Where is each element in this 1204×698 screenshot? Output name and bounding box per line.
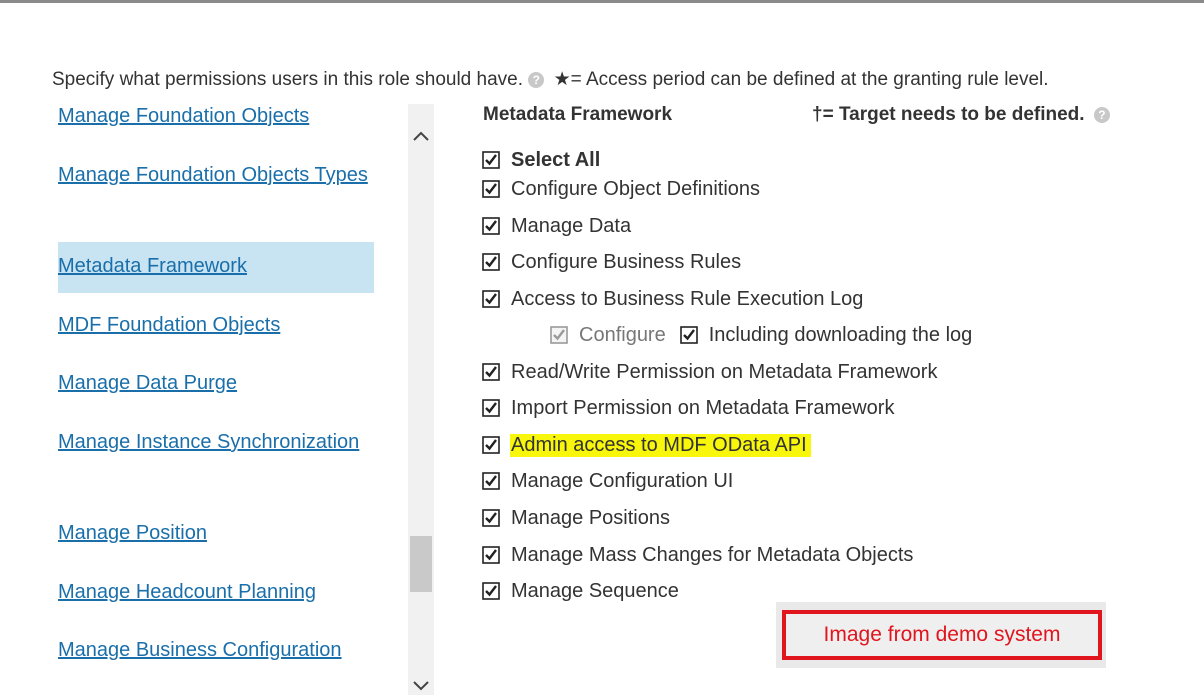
perm-label: Configure Object Definitions <box>511 177 761 200</box>
nav-link[interactable]: Manage Data Purge <box>58 372 238 394</box>
perm-label: Manage Positions <box>511 506 670 529</box>
top-divider <box>0 0 1204 3</box>
perm-configure-object-definitions[interactable] <box>482 176 760 202</box>
perm-label: Import Permission on Metadata Framework <box>511 396 895 419</box>
left-list-scrollbar[interactable] <box>408 104 434 695</box>
nav-link[interactable]: Manage Headcount Planning <box>58 581 316 603</box>
checkbox-checked-icon[interactable] <box>482 546 500 564</box>
perm-sub-options <box>550 322 972 348</box>
section-title: Metadata Framework <box>483 104 673 125</box>
perm-manage-sequence[interactable] <box>482 578 679 604</box>
demo-annotation-text: Image from demo system <box>823 623 1061 646</box>
perm-admin-access-mdf-odata-api[interactable] <box>482 432 811 458</box>
nav-link[interactable]: Manage Foundation Objects Types <box>58 164 368 186</box>
perm-read-write-metadata-framework[interactable] <box>482 359 937 385</box>
scroll-up-button[interactable] <box>408 124 434 148</box>
chevron-up-icon <box>412 130 430 142</box>
checkbox-checked-icon[interactable] <box>482 436 500 454</box>
scroll-thumb[interactable] <box>410 536 432 592</box>
checkbox-checked-icon[interactable] <box>482 217 500 235</box>
demo-annotation <box>776 602 1106 668</box>
perm-label: Manage Mass Changes for Metadata Objects <box>511 543 914 566</box>
perm-label-highlighted: Admin access to MDF OData API <box>510 434 811 457</box>
nav-item-manage-instance-synchronization[interactable] <box>58 426 374 459</box>
perm-configure-business-rules[interactable] <box>482 249 741 275</box>
perm-configure-label: Configure <box>579 323 666 346</box>
perm-label: Access to Business Rule Execution Log <box>511 287 864 310</box>
nav-item-manage-position[interactable] <box>58 517 374 550</box>
intro-description: Specify what permissions users in this role should have. <box>52 69 524 90</box>
nav-link[interactable]: Manage Business Configuration <box>58 639 342 661</box>
nav-link[interactable]: Metadata Framework <box>58 255 247 277</box>
perm-label: Manage Configuration UI <box>511 469 734 492</box>
perm-manage-data[interactable] <box>482 213 631 239</box>
checkbox-checked-icon[interactable] <box>482 509 500 527</box>
perm-access-business-rule-execution-log[interactable] <box>482 286 863 312</box>
checkbox-checked-icon[interactable] <box>482 472 500 490</box>
help-icon[interactable]: ? <box>528 72 544 88</box>
nav-item-manage-data-purge[interactable] <box>58 367 374 400</box>
perm-label: Manage Data <box>511 214 632 237</box>
target-note <box>812 104 1110 126</box>
nav-item-metadata-framework[interactable] <box>58 242 374 293</box>
nav-link[interactable]: Manage Position <box>58 522 207 544</box>
permission-category-list <box>58 100 374 695</box>
chevron-down-icon <box>412 680 430 692</box>
checkbox-checked-icon[interactable] <box>482 582 500 600</box>
checkbox-checked-icon[interactable] <box>482 290 500 308</box>
nav-link[interactable]: Manage Instance Synchronization <box>58 431 360 453</box>
perm-manage-configuration-ui[interactable] <box>482 468 733 494</box>
perm-manage-mass-changes[interactable] <box>482 542 913 568</box>
checkbox-checked-icon[interactable] <box>482 399 500 417</box>
perm-label: Manage Sequence <box>511 579 679 602</box>
nav-item-manage-business-configuration[interactable] <box>58 634 374 667</box>
perm-manage-positions[interactable] <box>482 505 670 531</box>
perm-label: Select All <box>511 148 601 171</box>
perm-label: Configure Business Rules <box>511 250 742 273</box>
checkbox-checked-icon[interactable] <box>482 363 500 381</box>
help-icon[interactable]: ? <box>1094 107 1110 123</box>
scroll-down-button[interactable] <box>408 674 434 698</box>
nav-item-manage-foundation-objects-types[interactable] <box>58 159 374 192</box>
checkbox-checked-disabled-icon <box>550 326 568 344</box>
perm-label: Read/Write Permission on Metadata Framework <box>511 360 938 383</box>
checkbox-checked-icon[interactable] <box>680 326 698 344</box>
intro-text <box>52 68 1049 91</box>
checkbox-checked-icon[interactable] <box>482 253 500 271</box>
nav-link[interactable]: MDF Foundation Objects <box>58 314 281 336</box>
nav-link[interactable]: Manage Foundation Objects <box>58 105 310 127</box>
nav-item-manage-headcount-planning[interactable] <box>58 576 374 609</box>
checkbox-checked-icon[interactable] <box>482 180 500 198</box>
checkbox-checked-icon[interactable] <box>482 151 500 169</box>
perm-select-all[interactable] <box>482 147 600 173</box>
nav-item-mdf-foundation-objects[interactable] <box>58 309 374 342</box>
nav-item-manage-foundation-objects[interactable] <box>58 100 374 133</box>
perm-download-log-label: Including downloading the log <box>708 323 973 346</box>
demo-annotation-box <box>782 610 1102 660</box>
access-period-note: ★= Access period can be defined at the granting rule level. <box>553 69 1049 90</box>
target-note-text: †= Target needs to be defined. <box>812 104 1085 125</box>
perm-import-metadata-framework[interactable] <box>482 395 894 421</box>
